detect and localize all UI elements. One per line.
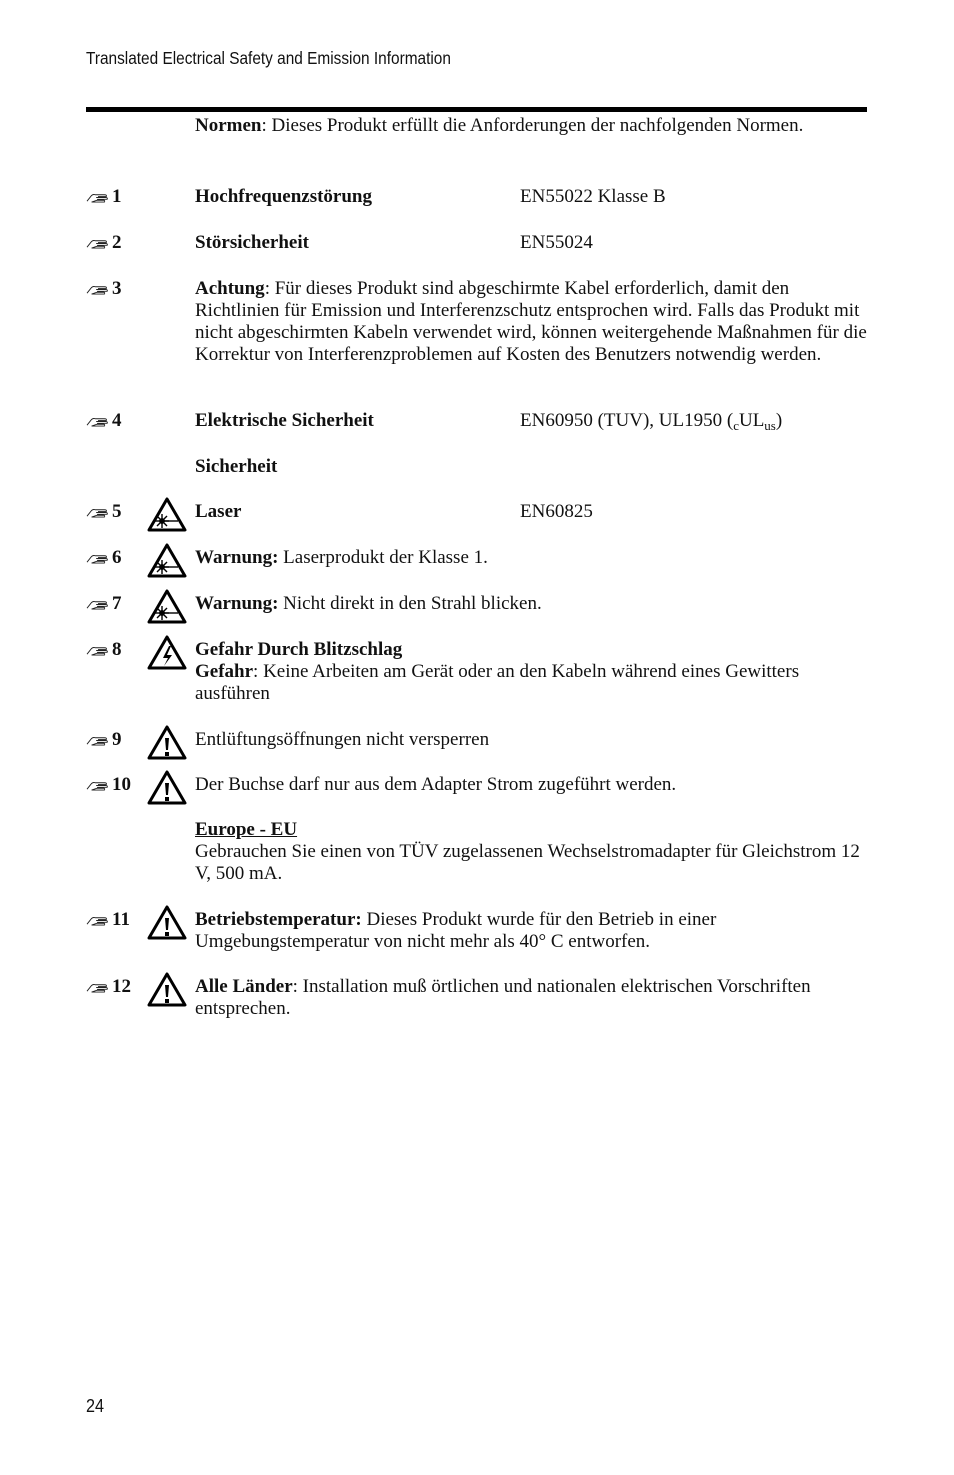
exclamation-warning-icon (147, 770, 187, 806)
item-label: Laser (195, 501, 242, 522)
item-number: 4 (112, 410, 122, 431)
item-number: 6 (112, 547, 122, 568)
item-number: 10 (112, 774, 131, 795)
item-number: 2 (112, 232, 122, 253)
item-number: 5 (112, 501, 122, 522)
pointing-hand-icon (86, 501, 112, 518)
pointing-hand-icon (86, 232, 112, 249)
item-bold: Alle Länder (195, 976, 293, 997)
eu-heading: Europe - EU (195, 819, 298, 840)
item-bold: Achtung (195, 278, 265, 299)
item-text: Der Buchse darf nur aus dem Adapter Strom zugeführt werden. (195, 774, 677, 795)
item-number: 9 (112, 729, 122, 750)
item-bold: Warnung: (195, 593, 279, 614)
pointing-hand-icon (86, 639, 112, 656)
laser-warning-icon (147, 589, 187, 625)
item-text: Laserprodukt der Klasse 1. (278, 547, 488, 568)
intro-bold: Normen (195, 115, 262, 136)
item-text: : Installation muß örtlichen und nationalen elektrischen Vorschriften entsprechen. (195, 976, 811, 1019)
item-label: Elektrische Sicherheit (195, 410, 374, 431)
page-number: 24 (86, 1396, 105, 1416)
item-value: EN60950 (TUV), UL1950 $(_cUL_{us})$ (520, 410, 783, 433)
item-number: 3 (112, 278, 122, 299)
pointing-hand-icon (86, 976, 112, 993)
exclamation-warning-icon (147, 905, 187, 941)
item-label: Störsicherheit (195, 232, 309, 253)
exclamation-warning-icon (147, 725, 187, 761)
pointing-hand-icon (86, 410, 112, 427)
item-value: EN60825 (520, 501, 593, 522)
pointing-hand-icon (86, 278, 112, 295)
item-title: Gefahr Durch Blitzschlag (195, 639, 403, 660)
laser-warning-icon (147, 497, 187, 533)
pointing-hand-icon (86, 909, 112, 926)
pointing-hand-icon (86, 593, 112, 610)
pointing-hand-icon (86, 774, 112, 791)
item-number: 12 (112, 976, 131, 997)
running-header: Translated Electrical Safety and Emission Information (86, 48, 451, 68)
item-bold: Gefahr (195, 661, 254, 682)
intro-text: : Dieses Produkt erfüllt die Anforderungen der nachfolgenden Normen. (261, 115, 804, 136)
item-text: Nicht direkt in den Strahl blicken. (278, 593, 542, 614)
item-text: : Keine Arbeiten am Gerät oder an den Kabeln während eines Gewitters ausführen (195, 661, 800, 704)
pointing-hand-icon (86, 186, 112, 203)
lightning-warning-icon (147, 635, 187, 671)
item-bold: Betriebstemperatur: (195, 909, 362, 930)
header-rule (86, 107, 867, 112)
item-value: EN55022 Klasse B (520, 186, 666, 207)
item-number: 11 (112, 909, 130, 930)
item-label: Hochfrequenzstörung (195, 186, 372, 207)
laser-warning-icon (147, 543, 187, 579)
item-number: 1 (112, 186, 122, 207)
pointing-hand-icon (86, 729, 112, 746)
item-text: Dieses Produkt wurde für den Betrieb in einer Umgebungstemperatur von nicht mehr als 40° C entworfen. (195, 909, 717, 952)
item-text: : Für dieses Produkt sind abgeschirmte Kabel erforderlich, damit den Richtlinien für Emission und Interferenzschutz entsprochen wird. Falls das Produkt mit nicht abgeschirmten Kabeln verwendet wird, können weitergehende Maßnahmen für die Korrektur von Interferenzproblemen auf Kosten des Benutzers notwendig werden. (195, 278, 867, 365)
item-number: 8 (112, 639, 122, 660)
item-text: Entlüftungsöffnungen nicht versperren (195, 729, 490, 750)
item-number: 7 (112, 593, 122, 614)
item-bold: Warnung: (195, 547, 279, 568)
pointing-hand-icon (86, 547, 112, 564)
item-value: EN55024 (520, 232, 593, 253)
exclamation-warning-icon (147, 972, 187, 1008)
eu-text: Gebrauchen Sie einen von TÜV zugelassenen Wechselstromadapter für Gleichstrom 12 V, 500 mA. (195, 841, 860, 884)
